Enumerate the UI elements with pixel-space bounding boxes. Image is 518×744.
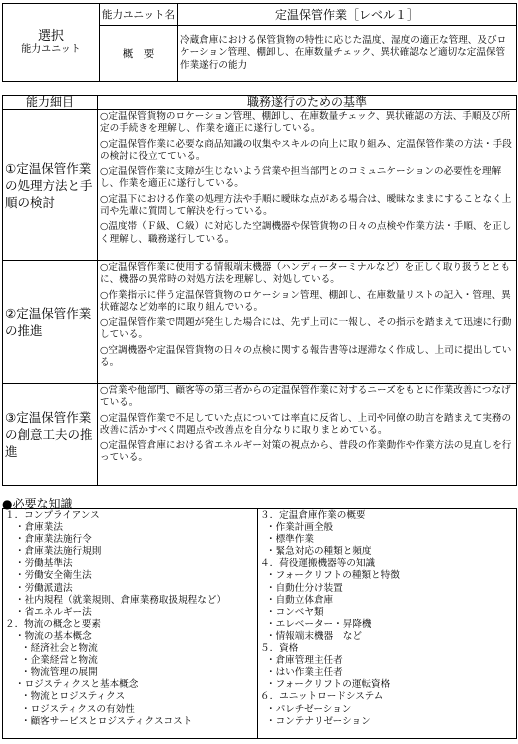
detail-cell: ②定温保管作業の推進 [3,261,98,384]
knowledge-item: ・倉庫業法施行規則 [15,546,102,558]
criteria-item: ○定温保管作業で不足していた点については率直に反省し、上司や同僚の助言を踏まえて実務の改善に活かすべく問題点や改善点を自分なりに取りまとめている。 [100,412,512,436]
criteria-item: ○作業指示に伴う定温保管貨物のロケーション管理、棚卸し、在庫数量リストの記入・管理、異状確認など効率的に取り組んでいる。 [100,289,511,313]
knowledge-right-column [258,509,517,739]
knowledge-item: ・パレチゼーション [266,703,352,715]
knowledge-item: ・コンテナリゼーション [266,715,371,727]
unit-name: 定温保管作業［レベル１］ [178,4,517,26]
table-row [3,110,517,261]
knowledge-item: ・倉庫管理主任者 [266,655,343,667]
knowledge-heading: ●必要な知識 [2,497,73,511]
criteria-item: ○営業や他部門、顧客等の第三者からの定温保管作業に対するニーズをもとに作業改善につなげている。 [100,385,511,409]
knowledge-item: ・フォークリフトの種類と特徴 [266,570,400,582]
knowledge-item: ・はい作業主任者 [266,667,343,679]
knowledge-item: ・自動立体倉庫 [266,594,334,606]
knowledge-item: ・エレベーター・昇降機 [266,618,372,630]
knowledge-item: ・コンベヤ類 [266,606,324,618]
table-row [3,384,517,486]
unit-label: 能力ユニット [21,44,81,55]
criteria-cell [98,384,517,486]
knowledge-item: ・作業計画全般 [266,522,334,534]
overview-label: 概 要 [100,26,178,82]
detail-cell: ①定温保管作業の処理方法と手順の検討 [3,110,98,261]
knowledge-item: ・労働派遣法 [15,582,73,594]
knowledge-item: ・物流の基本概念 [15,630,92,642]
unit-name-label: 能力ユニット名 [100,4,178,26]
knowledge-item: ・フォークリフトの運転資格 [266,679,391,691]
criteria-cell [98,110,517,261]
knowledge-item: ・倉庫業法施行令 [15,534,92,546]
knowledge-item: ・労働基準法 [15,558,73,570]
criteria-item: ○定温保管貨物のロケーション管理、棚卸し、在庫数量チェック、異状確認の方法、手順及び所定の手続きを理解し、作業を適正に遂行している。 [100,111,511,135]
knowledge-item: ・標準作業 [266,534,314,546]
knowledge-item: ・ロジスティクスと基本概念 [15,679,139,691]
knowledge-item: ・自動仕分け装置 [266,582,343,594]
criteria-table [2,95,517,486]
knowledge-item: ・物流管理の展開 [21,667,98,679]
criteria-item: ○定温保管作業に使用する情報端末機器（ハンディーターミナルなど）を正しく取り扱うとともに、機器の異常時の対処方法を理解し、対処している。 [100,262,511,286]
criteria-item: ○空調機器や定温保管貨物の日々の点検に関する報告書等は遅滞なく作成し、上司に提出している。 [100,344,512,369]
criteria-item: ○定温保管作業に必要な商品知識の収集やスキルの向上に取り組み、定温保管作業の方法・手段の検討に役立てている。 [100,138,512,162]
knowledge-item: ・情報端末機器 など [266,630,362,642]
knowledge-item: ・倉庫業法 [15,522,63,534]
table-row [3,261,517,384]
knowledge-section-title: ３．定温倉庫作業の概要 [260,510,366,521]
knowledge-item: ・企業経営と物流 [21,655,98,667]
criteria-item: ○定温保管作業に支障が生じないよう営業や担当部門とのコミュニケーションの必要性を理解し、作業を適正に遂行している。 [100,166,502,190]
knowledge-table [2,508,517,739]
column-header-criteria: 職務遂行のための基準 [98,96,517,110]
column-header-detail: 能力細目 [3,96,98,110]
knowledge-section-title: ４．荷役運搬機器等の知識 [260,558,376,570]
knowledge-section-title: １．コンプライアンス [5,510,100,521]
criteria-cell [98,261,517,384]
criteria-item: ○定温保管作業で問題が発生した場合には、先ず上司に一報し、その指示を踏まえて迅速に行動している。 [100,317,512,341]
knowledge-section-title: ２．物流の概念と要素 [5,618,101,630]
overview-text: 冷蔵倉庫における保管貨物の特性に応じた温度、湿度の適正な管理、及びロケーション管理、棚卸し、在庫数量チェック、異状確認など適切な定温保管作業遂行の能力 [178,26,517,82]
unit-header-table [2,3,517,82]
knowledge-item: ・労働安全衛生法 [15,570,92,582]
criteria-item: ○定温下における作業の処理方法や手順に曖昧な点がある場合は、曖昧なままにすることなく上司や先輩に質問して解決を行っている。 [100,193,512,218]
select-cell [3,4,100,82]
knowledge-item: ・緊急対応の種類と頻度 [266,546,372,558]
knowledge-item: ・物流とロジスティクス [21,691,126,703]
knowledge-section-title: ５．資格 [260,643,299,655]
criteria-item: ○定温保管倉庫における省エネルギー対策の視点から、普段の作業動作や作業方法の見直しを行っている。 [100,440,512,464]
select-label: 選択 [37,29,64,44]
knowledge-item: ・ロジスティクスの有効性 [21,703,135,715]
knowledge-item: ・省エネルギー法 [15,606,92,618]
criteria-item: ○温度帯（Ｆ級、Ｃ級）に対応した空調機器や保管貨物の日々の点検や作業方法・手順、を正しく理解し、職務遂行している。 [100,221,512,245]
knowledge-section-title: ６．ユニットロードシステム [260,691,384,703]
knowledge-item: ・社内規程（就業規則、倉庫業務取扱規程など） [15,594,227,606]
knowledge-item: ・経済社会と物流 [21,643,98,655]
knowledge-item: ・顧客サービスとロジスティクスコスト [21,715,193,727]
detail-cell: ③定温保管作業の創意工夫の推進 [3,384,98,486]
knowledge-left-column [3,509,258,739]
